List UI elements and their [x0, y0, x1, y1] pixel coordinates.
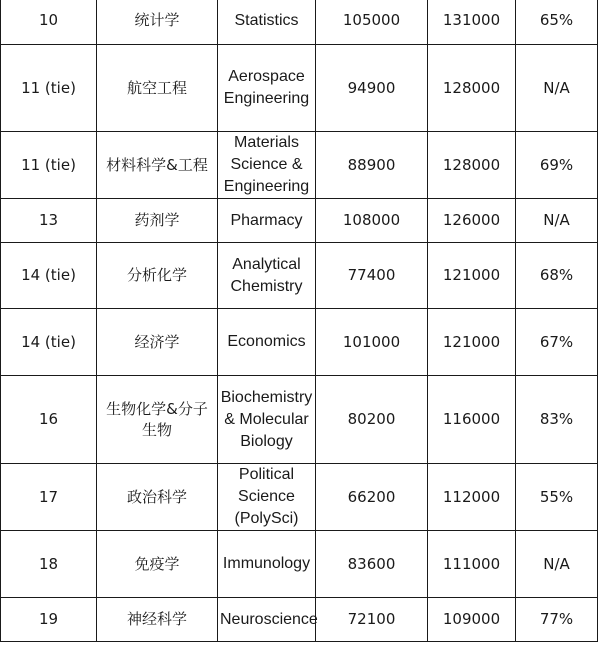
chinese-major-cell: 政治科学: [97, 464, 218, 531]
rank-cell: 14 (tie): [1, 309, 97, 376]
english-major-cell: Biochemistry & Molecular Biology: [218, 376, 316, 464]
early-career-pay-cell: 66200: [316, 464, 428, 531]
table-row: [1, 376, 598, 464]
english-major-cell: Materials Science & Engineering: [218, 132, 316, 199]
table-row: [1, 243, 598, 309]
percent-cell: 65%: [516, 0, 598, 45]
chinese-major-cell: 材料科学&工程: [97, 132, 218, 199]
table-row: [1, 598, 598, 642]
chinese-major-cell: 神经科学: [97, 598, 218, 642]
early-career-pay-cell: 77400: [316, 243, 428, 309]
early-career-pay-cell: 101000: [316, 309, 428, 376]
mid-career-pay-cell: 126000: [428, 199, 516, 243]
mid-career-pay-cell: 131000: [428, 0, 516, 45]
chinese-major-cell: 统计学: [97, 0, 218, 45]
chinese-major-cell: 生物化学&分子生物: [97, 376, 218, 464]
table-row: [1, 199, 598, 243]
rank-cell: 19: [1, 598, 97, 642]
english-major-cell: Political Science (PolySci): [218, 464, 316, 531]
mid-career-pay-cell: 128000: [428, 132, 516, 199]
chinese-major-cell: 经济学: [97, 309, 218, 376]
rank-cell: 11 (tie): [1, 132, 97, 199]
english-major-cell: Analytical Chemistry: [218, 243, 316, 309]
table-row: [1, 464, 598, 531]
english-major-cell: Neuroscience: [218, 598, 316, 642]
chinese-major-cell: 分析化学: [97, 243, 218, 309]
early-career-pay-cell: 108000: [316, 199, 428, 243]
mid-career-pay-cell: 111000: [428, 531, 516, 598]
table-row: [1, 45, 598, 132]
early-career-pay-cell: 88900: [316, 132, 428, 199]
percent-cell: 69%: [516, 132, 598, 199]
mid-career-pay-cell: 121000: [428, 309, 516, 376]
rank-cell: 10: [1, 0, 97, 45]
percent-cell: N/A: [516, 531, 598, 598]
rank-cell: 11 (tie): [1, 45, 97, 132]
percent-cell: 68%: [516, 243, 598, 309]
table-row: [1, 0, 598, 45]
table-row: [1, 531, 598, 598]
mid-career-pay-cell: 128000: [428, 45, 516, 132]
early-career-pay-cell: 94900: [316, 45, 428, 132]
english-major-cell: Statistics: [218, 0, 316, 45]
early-career-pay-cell: 72100: [316, 598, 428, 642]
mid-career-pay-cell: 121000: [428, 243, 516, 309]
english-major-cell: Economics: [218, 309, 316, 376]
early-career-pay-cell: 80200: [316, 376, 428, 464]
chinese-major-cell: 航空工程: [97, 45, 218, 132]
english-major-cell: Immunology: [218, 531, 316, 598]
early-career-pay-cell: 105000: [316, 0, 428, 45]
rank-cell: 16: [1, 376, 97, 464]
mid-career-pay-cell: 112000: [428, 464, 516, 531]
rank-cell: 13: [1, 199, 97, 243]
table-row: [1, 132, 598, 199]
rank-cell: 18: [1, 531, 97, 598]
chinese-major-cell: 免疫学: [97, 531, 218, 598]
percent-cell: N/A: [516, 45, 598, 132]
english-major-cell: Pharmacy: [218, 199, 316, 243]
percent-cell: 55%: [516, 464, 598, 531]
english-major-cell: Aerospace Engineering: [218, 45, 316, 132]
mid-career-pay-cell: 116000: [428, 376, 516, 464]
chinese-major-cell: 药剂学: [97, 199, 218, 243]
table-row: [1, 309, 598, 376]
early-career-pay-cell: 83600: [316, 531, 428, 598]
percent-cell: 67%: [516, 309, 598, 376]
percent-cell: 83%: [516, 376, 598, 464]
rank-cell: 14 (tie): [1, 243, 97, 309]
mid-career-pay-cell: 109000: [428, 598, 516, 642]
rank-cell: 17: [1, 464, 97, 531]
percent-cell: 77%: [516, 598, 598, 642]
percent-cell: N/A: [516, 199, 598, 243]
